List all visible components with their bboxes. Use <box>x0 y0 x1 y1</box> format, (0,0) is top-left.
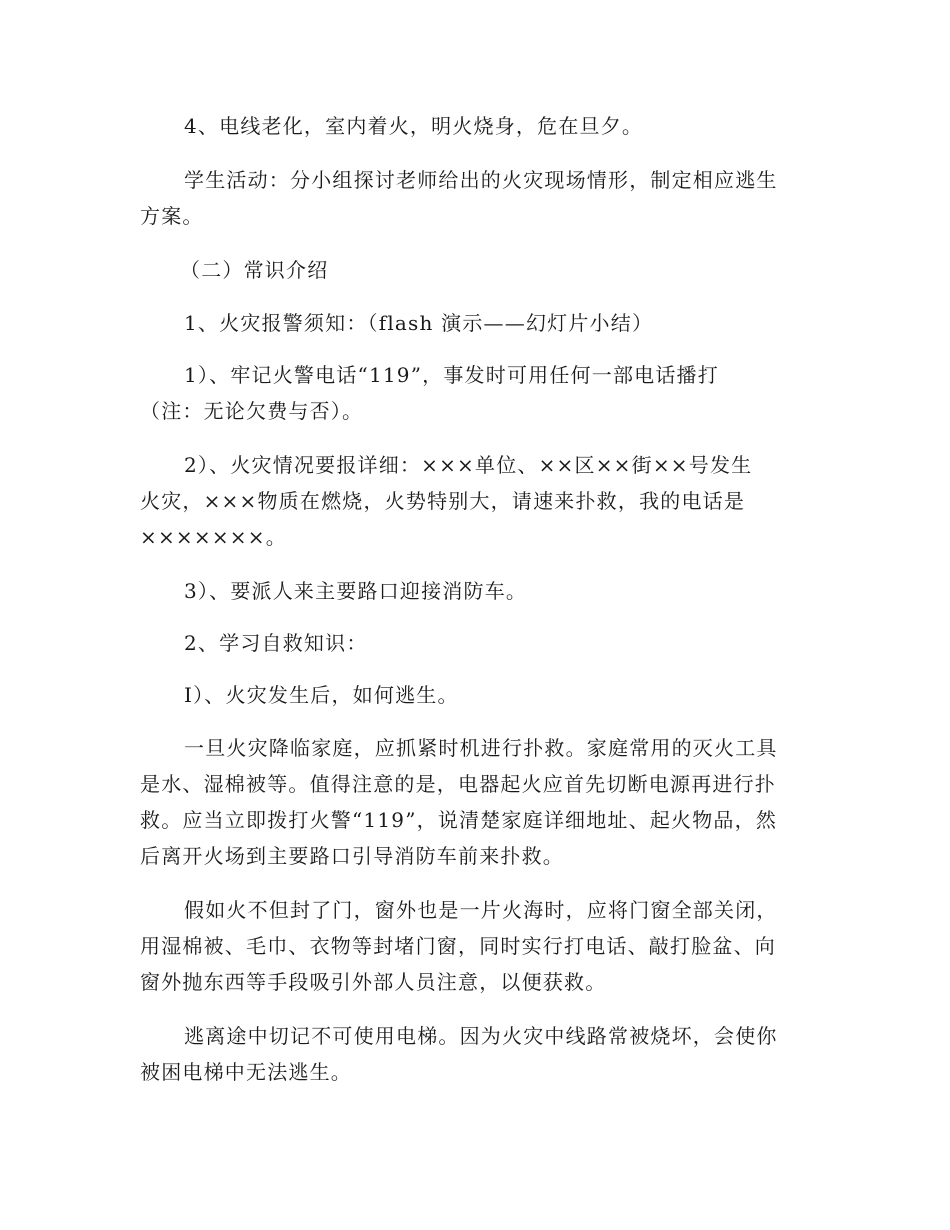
text-line: 1、火灾报警须知：（flash 演示——幻灯片小结） <box>184 311 654 335</box>
paragraph-send-person <box>140 573 805 609</box>
text-line: I）、火灾发生后，如何逃生。 <box>184 683 459 707</box>
text-line: 2、学习自救知识： <box>184 631 368 655</box>
paragraph-self-rescue-heading <box>140 625 805 661</box>
text-line: 学生活动：分小组探讨老师给出的火灾现场情形，制定相应逃生 <box>184 168 778 192</box>
paragraph-item-4 <box>140 108 805 144</box>
paragraph-report-details <box>140 447 805 555</box>
text-line: 被困电梯中无法逃生。 <box>140 1060 352 1084</box>
paragraph-sealed-door <box>140 892 805 1000</box>
paragraph-no-elevator <box>140 1018 805 1090</box>
text-line: 2）、火灾情况要报详细：×××单位、××区××街××号发生 <box>184 453 753 477</box>
text-line: 窗外抛东西等手段吸引外部人员注意，以便获救。 <box>140 970 607 994</box>
text-line: 用湿棉被、毛巾、衣物等封堵门窗，同时实行打电话、敲打脸盆、向 <box>140 934 776 958</box>
text-line: （二）常识介绍 <box>180 258 329 282</box>
text-line: 方案。 <box>140 204 204 228</box>
text-line: （注：无论欠费与否）。 <box>140 399 364 423</box>
text-line: 是水、湿棉被等。值得注意的是，电器起火应首先切断电源再进行扑 <box>140 772 776 796</box>
paragraph-home-fire <box>140 730 805 874</box>
paragraph-student-activity <box>140 162 805 234</box>
text-line: 后离开火场到主要路口引导消防车前来扑救。 <box>140 844 564 868</box>
paragraph-fire-alarm-notice <box>140 305 805 341</box>
section-heading-common-knowledge <box>140 252 805 288</box>
paragraph-remember-119 <box>140 357 805 429</box>
text-line: 救。应当立即拨打火警“119”，说清楚家庭详细地址、起火物品，然 <box>140 808 778 832</box>
text-line: 一旦火灾降临家庭，应抓紧时机进行扑救。家庭常用的灭火工具 <box>184 736 778 760</box>
text-line: 3）、要派人来主要路口迎接消防车。 <box>184 579 528 603</box>
paragraph-how-to-escape <box>140 677 805 713</box>
text-line: 假如火不但封了门，窗外也是一片火海时，应将门窗全部关闭， <box>184 898 778 922</box>
text-line: 1）、牢记火警电话“119”，事发时可用任何一部电话播打 <box>184 363 719 387</box>
text-line: 火灾，×××物质在燃烧，火势特别大，请速来扑救，我的电话是 <box>140 489 746 513</box>
text-line: ×××××××。 <box>140 525 287 549</box>
text-line: 逃离途中切记不可使用电梯。因为火灾中线路常被烧坏，会使你 <box>184 1024 778 1048</box>
text-line: 4、电线老化，室内着火，明火烧身，危在旦夕。 <box>184 114 644 138</box>
